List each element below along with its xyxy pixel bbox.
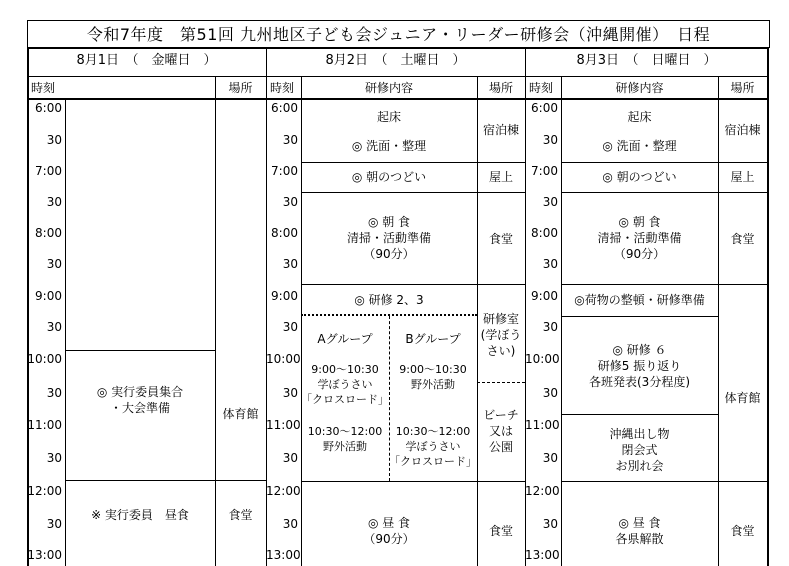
d3-time: 7:00 <box>531 164 558 178</box>
d2-lunch-place: 食堂 <box>488 524 513 538</box>
d2-divider-900 <box>301 284 525 285</box>
d2-divider-700 <box>301 162 525 163</box>
d2-a1-time: 9:00～10:30 <box>311 363 379 376</box>
d3-breakfast-place: 食堂 <box>730 232 755 246</box>
d1-time: 30 <box>46 517 62 531</box>
d3-place-header: 場所 <box>730 81 755 95</box>
d3-divider-700 <box>561 162 767 163</box>
d3-time: 8:00 <box>531 226 558 240</box>
d2-b2-time: 10:30～12:00 <box>395 425 471 438</box>
d1-divider-1200 <box>65 480 266 481</box>
d3-closing-2: 閉会式 <box>621 443 658 457</box>
d2-a1-act: 学ぼうさい <box>317 378 373 391</box>
d3-time: 30 <box>542 517 558 531</box>
d1-time: 30 <box>46 257 62 271</box>
d2-wash: ◎ 洗面・整理 <box>351 139 427 153</box>
d3-morning-place: 屋上 <box>730 170 755 184</box>
d3-time-header: 時刻 <box>529 81 554 95</box>
d1-place-header: 場所 <box>228 81 253 95</box>
d2-time: 8:00 <box>271 226 298 240</box>
d2-time: 30 <box>282 517 298 531</box>
d2-group-a: Aグループ <box>317 332 373 346</box>
d2-morning-place: 屋上 <box>488 170 513 184</box>
d2-time-header: 時刻 <box>270 81 295 95</box>
d3-time: 30 <box>542 257 558 271</box>
d1-time: 30 <box>46 195 62 209</box>
d2-wake: 起床 <box>376 110 401 124</box>
d3-time: 30 <box>542 451 558 465</box>
d1-time: 9:00 <box>35 289 62 303</box>
d2-time: 10:00 <box>266 352 301 366</box>
d2-breakfast-dur: （90分） <box>363 247 415 261</box>
d3-divider-930 <box>561 316 718 317</box>
d1-time: 10:00 <box>27 352 62 366</box>
d2-content-header: 研修内容 <box>364 81 413 95</box>
d2-lunch-dur: （90分） <box>363 532 415 546</box>
d2-b1-act: 野外活動 <box>411 378 455 391</box>
d2-divider-1200 <box>301 481 525 482</box>
d2-time: 30 <box>282 257 298 271</box>
d3-time: 30 <box>542 386 558 400</box>
column-header-divider <box>27 98 768 100</box>
d1-exec-place: 体育館 <box>222 407 259 421</box>
day1-label: 8月1日 （ 金曜日 ） <box>76 53 217 68</box>
d3-lunch-sub: 各県解散 <box>615 532 664 546</box>
d3-time: 12:00 <box>525 484 560 498</box>
d2-time: 13:00 <box>266 548 301 562</box>
d3-time: 11:00 <box>525 418 560 432</box>
d3-place-col-line <box>718 76 719 566</box>
d2-wake-place: 宿泊棟 <box>482 123 519 137</box>
d3-divider-730 <box>561 192 767 193</box>
day2-label: 8月2日 （ 土曜日 ） <box>325 53 466 68</box>
d3-training-sub2: 各班発表(3分程度) <box>589 375 690 389</box>
d1-time: 11:00 <box>27 418 62 432</box>
d3-content-header: 研修内容 <box>615 81 664 95</box>
d3-divider-900 <box>561 284 767 285</box>
d3-closing-3: お別れ会 <box>615 459 664 473</box>
d2-place-beach: ビーチ 又は 公園 <box>483 408 519 454</box>
d3-time: 13:00 <box>525 548 560 562</box>
d2-time: 30 <box>282 195 298 209</box>
d3-wash: ◎ 洗面・整理 <box>602 139 677 153</box>
d2-b1-time: 9:00～10:30 <box>399 363 467 376</box>
d3-time: 9:00 <box>531 289 558 303</box>
d2-breakfast-sub: 清掃・活動準備 <box>346 231 431 245</box>
day3-label: 8月3日 （ 日曜日 ） <box>576 53 717 68</box>
d1-place-col-line <box>215 76 216 566</box>
d3-breakfast: ◎ 朝 食 <box>618 215 661 229</box>
d1-time: 30 <box>46 451 62 465</box>
d1-time: 12:00 <box>27 484 62 498</box>
d2-time: 12:00 <box>266 484 301 498</box>
d2-place-divider <box>477 382 525 383</box>
d3-time: 10:00 <box>525 352 560 366</box>
d2-group-b: Bグループ <box>405 332 461 346</box>
d2-time: 11:00 <box>266 418 301 432</box>
d2-time: 30 <box>282 133 298 147</box>
d3-training: ◎ 研修 ６ <box>612 343 667 357</box>
d2-time: 30 <box>282 451 298 465</box>
d2-place-training: 研修室 (学ぼう さい) <box>480 312 522 358</box>
d2-time: 30 <box>282 386 298 400</box>
d2-time: 30 <box>282 320 298 334</box>
d1-lunch: ※ 実行委員 昼食 <box>91 508 189 522</box>
d2-time: 6:00 <box>271 101 298 115</box>
d1-time-col-line <box>65 98 66 566</box>
d3-wake: 起床 <box>627 110 652 124</box>
d3-time: 6:00 <box>531 101 558 115</box>
d1-time-header: 時刻 <box>31 81 56 95</box>
d3-time: 30 <box>542 320 558 334</box>
d3-divider-1100 <box>561 414 718 415</box>
d2-divider-730 <box>301 192 525 193</box>
d3-wake-place: 宿泊棟 <box>724 123 761 137</box>
d3-breakfast-sub: 清掃・活動準備 <box>597 231 682 245</box>
d3-time: 30 <box>542 195 558 209</box>
title-divider <box>27 47 768 49</box>
frame-right <box>767 47 769 566</box>
d1-time: 13:00 <box>27 548 62 562</box>
d2-place-header: 場所 <box>488 81 513 95</box>
d3-lunch: ◎ 昼 食 <box>618 516 661 530</box>
d1-time: 30 <box>46 386 62 400</box>
d1-divider-1000 <box>65 350 215 351</box>
day-header-divider <box>27 76 768 77</box>
d2-lunch: ◎ 昼 食 <box>367 516 411 530</box>
d2-a2-act: 野外活動 <box>323 440 367 453</box>
d2-breakfast: ◎ 朝 食 <box>367 215 411 229</box>
d1-exec-meeting: ◎ 実行委員集合 ・大会準備 <box>96 385 184 415</box>
d2-a1-note: 「クロスロード」 <box>301 393 389 406</box>
d2-b2-act: 学ぼうさい <box>405 440 461 453</box>
d3-training-sub: 研修5 振り返り <box>597 359 682 373</box>
d1-lunch-place: 食堂 <box>228 508 253 522</box>
d3-morning: ◎ 朝のつどい <box>602 170 677 184</box>
d1-time: 30 <box>46 133 62 147</box>
d1-time: 8:00 <box>35 226 62 240</box>
d3-breakfast-dur: （90分） <box>613 247 666 261</box>
d2-time: 9:00 <box>271 289 298 303</box>
d2-time: 7:00 <box>271 164 298 178</box>
d2-morning: ◎ 朝のつどい <box>351 170 427 184</box>
page-title: 令和7年度 第51回 九州地区子ども会ジュニア・リーダー研修会（沖縄開催） 日程 <box>27 20 770 48</box>
d1-time: 6:00 <box>35 101 62 115</box>
d2-b2-note: 「クロスロード」 <box>389 455 477 468</box>
d2-breakfast-place: 食堂 <box>488 232 513 246</box>
d1-time: 30 <box>46 320 62 334</box>
d3-gym-place: 体育館 <box>724 391 761 405</box>
d3-lunch-place: 食堂 <box>730 524 755 538</box>
d1-time: 7:00 <box>35 164 62 178</box>
d3-time: 30 <box>542 133 558 147</box>
d2-training: ◎ 研修 2、3 <box>354 293 424 307</box>
d3-luggage: ◎荷物の整頓・研修準備 <box>574 293 705 307</box>
d3-closing-1: 沖縄出し物 <box>609 427 670 441</box>
d3-divider-1200 <box>561 481 767 482</box>
d2-a2-time: 10:30～12:00 <box>307 425 383 438</box>
